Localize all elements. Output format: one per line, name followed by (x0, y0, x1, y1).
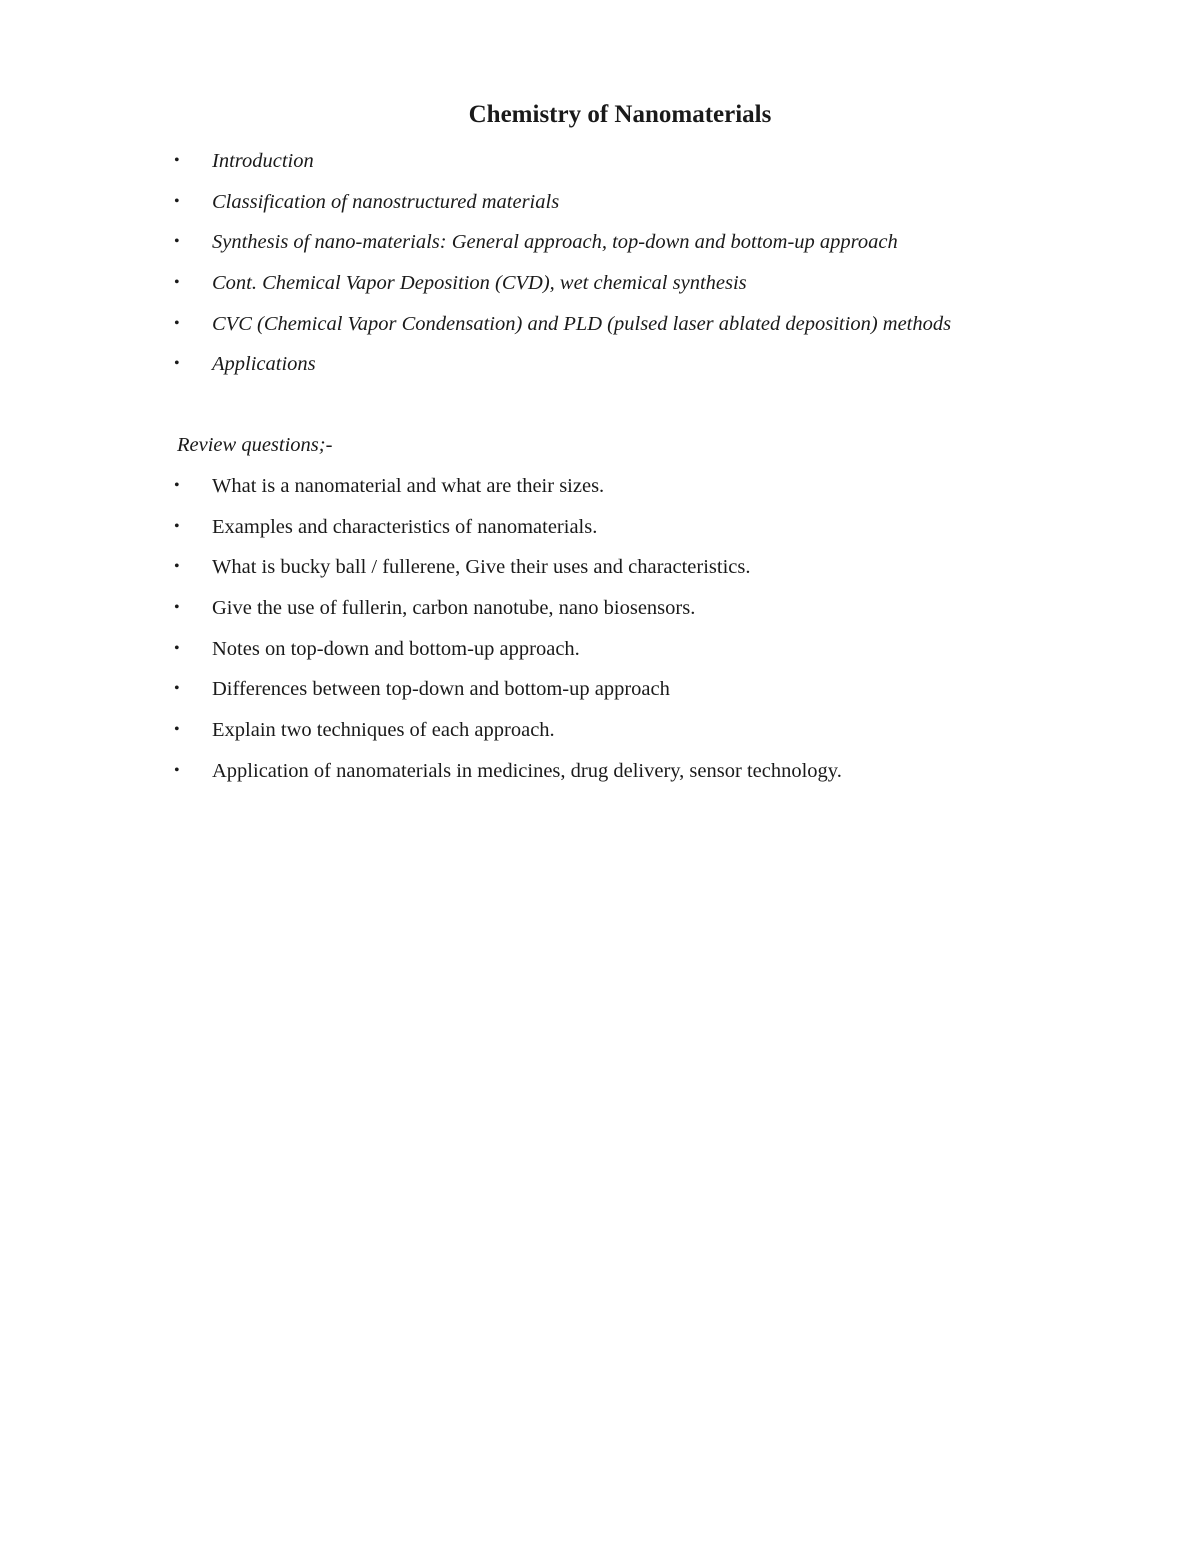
list-item (0, 471, 1200, 512)
bullet-icon: • (174, 517, 180, 535)
bullet-icon: • (174, 355, 180, 373)
topic-text: Applications (212, 353, 316, 376)
bullet-icon: • (174, 761, 180, 779)
bullet-icon: • (174, 192, 180, 210)
list-item (0, 512, 1200, 553)
question-text: What is a nanomaterial and what are their sizes. (212, 475, 605, 497)
list-item (0, 552, 1200, 593)
bullet-icon: • (174, 680, 180, 698)
bullet-icon: • (174, 558, 180, 576)
bullet-icon: • (174, 721, 180, 739)
question-text: Application of nanomaterials in medicines, drug delivery, sensor technology. (212, 759, 842, 782)
topic-text: Cont. Chemical Vapor Deposition (CVD), wet chemical synthesis (212, 272, 747, 295)
list-item (0, 227, 1200, 268)
list-item (0, 715, 1200, 756)
bullet-icon: • (174, 152, 180, 169)
question-text: Examples and characteristics of nanomaterials. (212, 515, 598, 538)
list-item (0, 634, 1200, 675)
topic-text: Introduction (212, 150, 314, 172)
list-item (0, 674, 1200, 715)
question-text: What is bucky ball / fullerene, Give their uses and characteristics. (212, 556, 751, 579)
bullet-icon: • (174, 639, 180, 657)
bullet-icon: • (174, 599, 180, 617)
list-item (0, 268, 1200, 309)
bullet-icon: • (174, 233, 180, 251)
question-text: Notes on top-down and bottom-up approach. (212, 637, 580, 660)
list-item (0, 309, 1200, 350)
questions-list (0, 471, 1200, 797)
list-item (0, 593, 1200, 634)
list-item (0, 349, 1200, 390)
bullet-icon: • (174, 274, 180, 292)
topic-text: Synthesis of nano-materials: General approach, top-down and bottom-up approach (212, 231, 898, 254)
question-text: Give the use of fullerin, carbon nanotube, nano biosensors. (212, 597, 696, 620)
review-questions-heading: Review questions;- (177, 434, 333, 456)
question-text: Explain two techniques of each approach. (212, 719, 555, 742)
list-item (0, 146, 1200, 187)
question-text: Differences between top-down and bottom-up approach (212, 678, 670, 701)
topic-text: Classification of nanostructured materials (212, 190, 560, 213)
topics-list (0, 146, 1200, 390)
bullet-icon: • (174, 477, 180, 494)
list-item (0, 756, 1200, 797)
bullet-icon: • (174, 314, 180, 332)
document-title: Chemistry of Nanomaterials (468, 101, 772, 128)
list-item (0, 187, 1200, 228)
topic-text: CVC (Chemical Vapor Condensation) and PLD (pulsed laser ablated deposition) methods (212, 312, 952, 335)
